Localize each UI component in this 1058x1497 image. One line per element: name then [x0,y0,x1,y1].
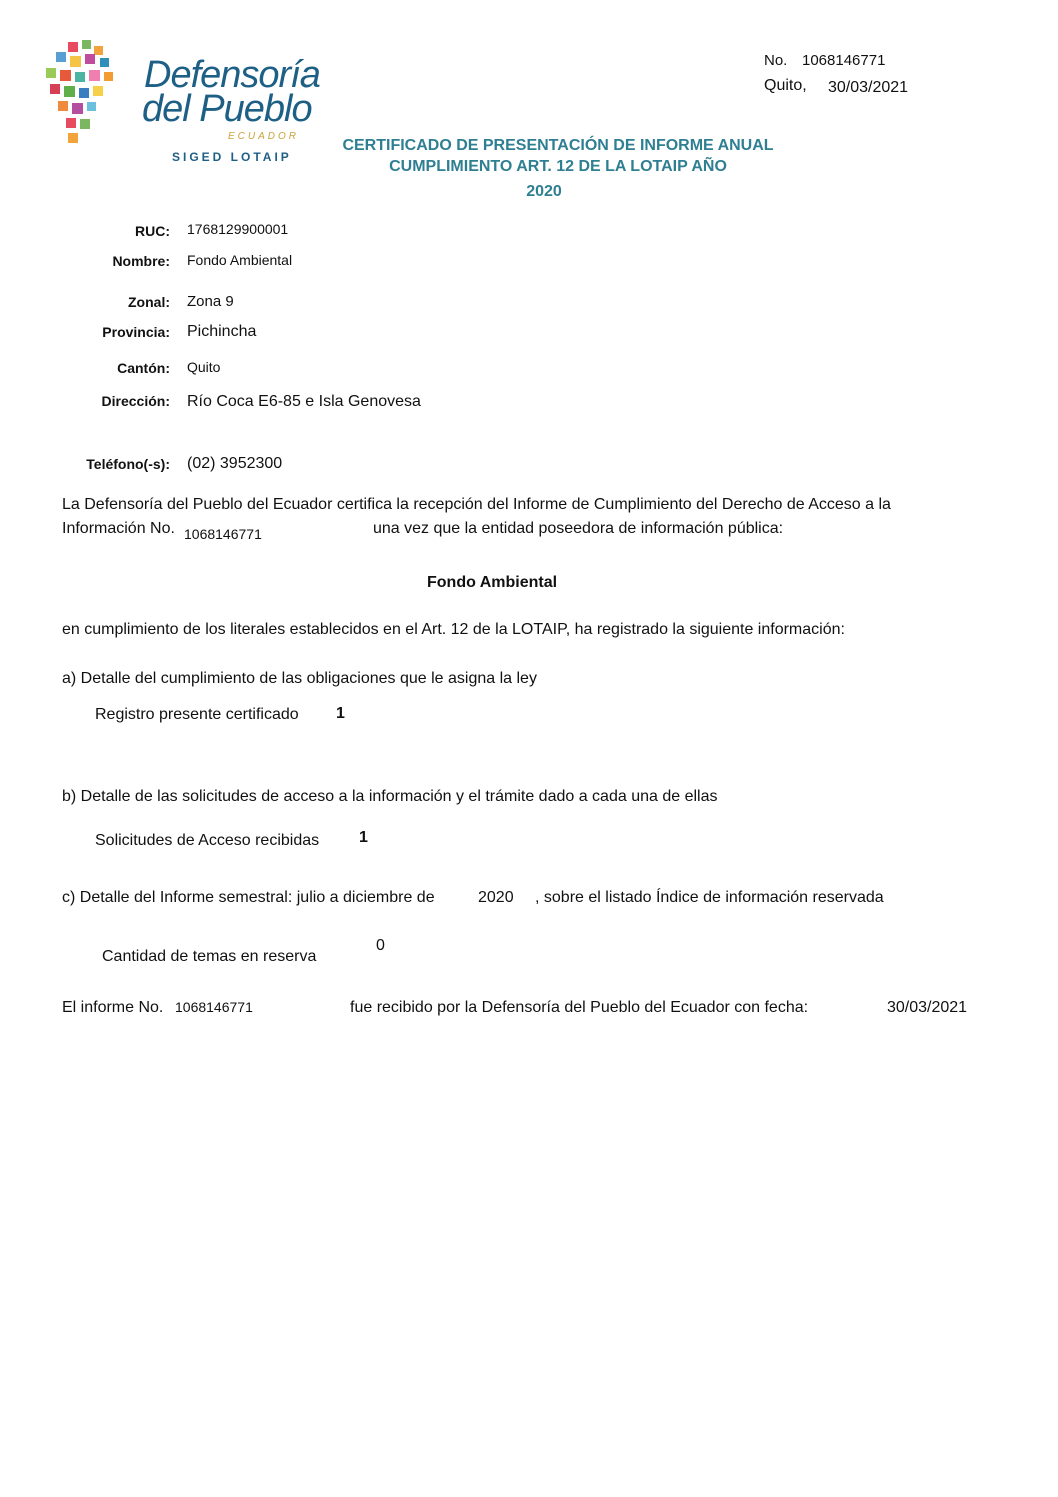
section-b-item: Solicitudes de Acceso recibidas [95,832,320,849]
header-date: 30/03/2021 [828,79,909,96]
logo-system: SIGED LOTAIP [172,150,292,164]
field-label-ruc: RUC: [135,223,170,239]
defensoria-logo [38,38,318,168]
field-value-direccion: Río Coca E6-85 e Isla Genovesa [187,393,421,410]
title-line2: CUMPLIMIENTO ART. 12 DE LA LOTAIP AÑO [389,158,727,175]
body-paragraph-2: en cumplimiento de los literales establecidos en el Art. 12 de la LOTAIP, ha registrado la siguiente información: [62,621,845,638]
title-line1: CERTIFICADO DE PRESENTACIÓN DE INFORME ANUAL [342,137,774,154]
final-text-b: fue recibido por la Defensoría del Pueblo del Ecuador con fecha: [350,999,809,1016]
final-report-number: 1068146771 [175,999,253,1015]
section-a-item: Registro presente certificado [95,706,299,723]
field-value-canton: Quito [187,359,221,375]
body-paragraph-line2a: Información No. [62,520,175,537]
section-c-year: 2020 [478,889,514,906]
field-label-canton: Cantón: [117,360,170,376]
field-label-provincia: Provincia: [102,324,170,340]
logo-line1: Defensoría [144,54,320,96]
field-label-direccion: Dirección: [101,393,170,409]
section-c-title-a: c) Detalle del Informe semestral: julio a diciembre de [62,889,435,906]
body-paragraph-line1: La Defensoría del Pueblo del Ecuador certifica la recepción del Informe de Cumplimiento del Derecho de Acceso a la [62,496,891,513]
header-city: Quito, [764,77,807,94]
field-value-provincia: Pichincha [187,323,257,340]
field-label-telefono: Teléfono(-s): [86,456,170,472]
section-a-title: a) Detalle del cumplimiento de las obligaciones que le asigna la ley [62,670,537,687]
field-value-ruc: 1768129900001 [187,221,289,237]
field-label-nombre: Nombre: [112,253,170,269]
field-value-zonal: Zona 9 [187,293,234,310]
field-label-zonal: Zonal: [128,294,170,310]
final-date: 30/03/2021 [887,999,968,1016]
header-no-label: No. [764,52,788,69]
body-paragraph-line2b: una vez que la entidad poseedora de información pública: [373,520,784,537]
logo-country: ECUADOR [228,131,300,142]
mosaic-people-icon [38,38,148,153]
body-report-number: 1068146771 [184,526,262,542]
section-a-value: 1 [336,705,345,722]
section-c-title-b: , sobre el listado Índice de información reservada [535,889,884,906]
final-text-a: El informe No. [62,999,164,1016]
section-c-value: 0 [376,937,385,954]
header-no-value: 1068146771 [802,52,886,69]
title-year: 2020 [526,183,562,200]
entity-name: Fondo Ambiental [427,574,558,591]
section-c-item: Cantidad de temas en reserva [102,948,317,965]
logo-line2: del Pueblo [142,88,312,130]
field-value-telefono: (02) 3952300 [187,455,283,472]
section-b-value: 1 [359,829,368,846]
section-b-title: b) Detalle de las solicitudes de acceso a la información y el trámite dado a cada una de ellas [62,788,718,805]
field-value-nombre: Fondo Ambiental [187,252,293,268]
